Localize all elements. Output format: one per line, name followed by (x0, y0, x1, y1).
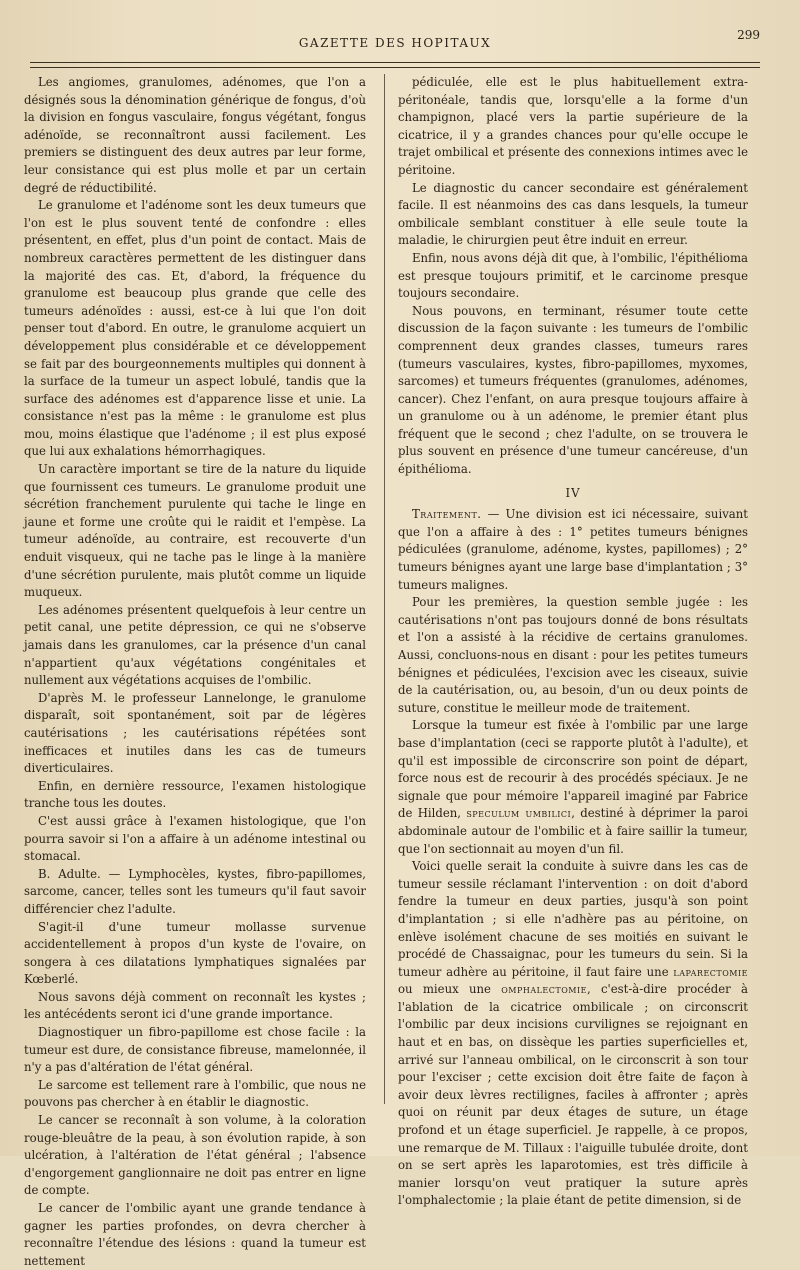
column-divider (384, 74, 385, 1104)
paragraph: D'après M. le professeur Lannelonge, le granulome disparaît, soit spontanément, soit par de légères cautérisations ; les cautérisations répétées sont inefficaces et inutiles dans les cas de tumeurs diverticulaires. (24, 690, 366, 776)
paragraph: Les adénomes présentent quelquefois à leur centre un petit canal, une petite dépression, ce qui ne s'observe jamais dans les granulomes, car la présence d'un canal n'appartient qu'aux végétations congénitales et nullement aux végétations acquises de l'ombilic. (24, 602, 366, 688)
paragraph: Nous savons déjà comment on reconnaît les kystes ; les antécédents seront ici d'une grande importance. (24, 989, 366, 1022)
paragraph: Le cancer de l'ombilic ayant une grande tendance à gagner les parties profondes, on devra chercher à reconnaître l'étendue des lésions : quand la tumeur est nettement (24, 1201, 366, 1268)
treatment-text: — Une division est ici nécessaire, suivant que l'on a affaire à des : 1° petites tumeurs bénignes pédiculées (granulome, adénome, kystes, papillomes) ; 2° tumeurs bénignes ayant une large base d'implantation ; 3° tumeurs malignes. (398, 507, 748, 592)
paragraph: Le diagnostic du cancer secondaire est généralement facile. Il est néanmoins des cas dans lesquels, la tumeur ombilicale semblant constituer à elle seule toute la maladie, le chirurgien peut être induit en erreur. (398, 180, 748, 248)
laparectomie-term: laparectomie (673, 964, 748, 979)
paragraph: Le cancer se reconnaît à son volume, à la coloration rouge-bleuâtre de la peau, à son évolution rapide, à son ulcération, à l'altération de l'état général ; l'absence d'engorgement ganglionnaire ne doit pas entrer en ligne de compte. (24, 1113, 366, 1198)
treatment-paragraph (398, 506, 748, 594)
paragraph: Un caractère important se tire de la nature du liquide que fournissent ces tumeurs. Le granulome produit une sécrétion franchement purulente qui tache le linge en jaune et forme une croûte qui le raidit et l'empèse. La tumeur adénoïde, au contraire, est recouverte d'un enduit visqueux, qui ne tache pas le linge à la manière d'une sécrétion purulente, mais plutôt comme un liquide muqueux. (24, 462, 366, 600)
paragraph: S'agit-il d'une tumeur mollasse survenue accidentellement à propos d'un kyste de l'ovaire, on songera à ces dilatations lymphatiques signalées par Kœberlé. (24, 919, 366, 987)
paragraph: Enfin, en dernière ressource, l'examen histologique tranche tous les doutes. (24, 778, 366, 811)
section-number: IV (565, 485, 581, 500)
speculum-paragraph (398, 717, 748, 858)
page-number: 299 (737, 28, 760, 42)
text-run: , destiné à déprimer la paroi abdominale autour de l'ombilic et à faire saillir la tumeur, que l'on sectionnait au moyen d'un fil. (398, 806, 748, 856)
text-run: ou mieux une (398, 982, 502, 997)
paragraph: Le sarcome est tellement rare à l'ombilic, que nous ne pouvons pas chercher à en établir le diagnostic. (24, 1077, 366, 1110)
paragraph: Les angiomes, granulomes, adénomes, que l'on a désignés sous la dénomination générique de fongus, d'où la division en fongus vasculaire, fongus végétant, fongus adénoïde, se reconnaîtront aussi facilement. Les premiers se distinguent des deux autres par leur forme, leur consistance qui est plus molle et par un certain degré de réductibilité. (24, 75, 366, 195)
omphalectomie-term: omphalectomie (501, 982, 587, 997)
paragraph: C'est aussi grâce à l'examen histologique, que l'on pourra savoir si l'on a affaire à un adénome intestinal ou stomacal. (24, 813, 366, 864)
paragraph: pédiculée, elle est le plus habituellement extra-péritonéale, tandis que, lorsqu'elle a la forme d'un champignon, placé vers la partie supérieure de la cicatrice, il y a grandes chances pour qu'elle occupe le trajet ombilical et présente des connexions intimes avec le péritoine. (398, 75, 748, 177)
treatment-heading: Traitement. (412, 507, 482, 522)
page-header (30, 28, 760, 58)
header-rule (30, 62, 760, 68)
paragraph: Diagnostiquer un fibro-papillome est chose facile : la tumeur est dure, de consistance fibreuse, mamelonnée, il n'y a pas d'altération de l'état général. (24, 1025, 366, 1075)
right-column (398, 74, 748, 1210)
paragraph: Enfin, nous avons déjà dit que, à l'ombilic, l'épithélioma est presque toujours primitif, et le carcinome presque toujours secondaire. (398, 250, 748, 301)
paragraph: Le granulome et l'adénome sont les deux tumeurs que l'on est le plus souvent tenté de confondre : elles présentent, en effet, plus d'un point de contact. Mais de nombreux caractères permettent de les distinguer dans la majorité des cas. Et, d'abord, la fréquence du granulome est beaucoup plus grande que celle des tumeurs adénoïdes : aussi, est-ce à lui que l'on doit penser tout d'abord. En outre, le granulome acquiert un développement plus considérable et ce développement se fait par des bourgeonnements multiples qui donnent à la surface de la tumeur un aspect lobulé, tandis que la surface des adénomes est d'apparence lisse et unie. La consistance n'est pas la même : le granulome est plus mou, moins élastique que l'adénome ; il est plus exposé que lui aux exhalations hémorrhagiques. (24, 198, 366, 459)
text-run: Lorsque la tumeur est fixée à l'ombilic par une large base d'implantation (ceci se rapporte plutôt à l'adulte), et qu'il est impossible de circonscrire son point de départ, force nous est de recourir à des procédés spéciaux. Je ne signale que pour mémoire l'appareil imaginé par Fabrice de Hilden, (398, 718, 748, 821)
speculum-term: speculum umbilici (466, 806, 572, 821)
running-title: GAZETTE DES HOPITAUX (298, 36, 492, 50)
left-column (24, 74, 366, 1270)
conduct-paragraph (398, 858, 748, 1210)
text-run: Voici quelle serait la conduite à suivre dans les cas de tumeur sessile réclamant l'intervention : on doit d'abord fendre la tumeur en deux parties, jusqu'à son point d'implantation ; si elle n'adhère pas au péritoine, on enlève isolément chacune de ses moitiés en suivant le procédé de Chassaignac, pour les tumeurs du sein. Si la tumeur adhère au péritoine, il faut faire une (398, 859, 748, 979)
paragraph: Pour les premières, la question semble jugée : les cautérisations n'ont pas toujours donné de bons résultats et l'on a assisté à la récidive de certains granulomes. Aussi, concluons-nous en disant : pour les petites tumeurs bénignes et pédiculées, l'excision avec les ciseaux, suivie de la cautérisation, ou, au besoin, d'un ou deux points de suture, constitue le meilleur mode de traitement. (398, 595, 748, 715)
paragraph: Nous pouvons, en terminant, résumer toute cette discussion de la façon suivante : les tumeurs de l'ombilic comprennent deux grandes classes, tumeurs rares (tumeurs vasculaires, kystes, fibro-papillomes, myxomes, sarcomes) et tumeurs fréquentes (granulomes, adénomes, cancer). Chez l'enfant, on aura presque toujours affaire à un granulome ou à un adénome, le premier étant plus fréquent que le second ; chez l'adulte, on se trouvera le plus souvent en présence d'une tumeur cancéreuse, d'un épithélioma. (398, 303, 748, 477)
paragraph: B. Adulte. — Lymphocèles, kystes, fibro-papillomes, sarcome, cancer, telles sont les tumeurs qu'il faut savoir différencier chez l'adulte. (24, 866, 366, 916)
text-run: , c'est-à-dire procéder à l'ablation de la cicatrice ombilicale ; on circonscrit l'ombilic par deux incisions curvilignes se rejoignant en haut et en bas, on dissèque les parties superficielles et, arrivé sur l'anneau ombilical, on le circonscrit à son tour pour l'exciser ; cette excision doit être faite de façon à avoir deux lèvres rectilignes, faciles à affronter ; après quoi on réunit par deux étages de suture, un étage profond et un étage superficiel. Je rappelle, à ce propos, une remarque de M. Tillaux : l'aiguille tubulée droite, dont on se sert après les laparotomies, est très difficile à manier lorsqu'on veut pratiquer la suture après l'omphalectomie ; la plaie étant de petite dimension, si de (398, 982, 748, 1208)
